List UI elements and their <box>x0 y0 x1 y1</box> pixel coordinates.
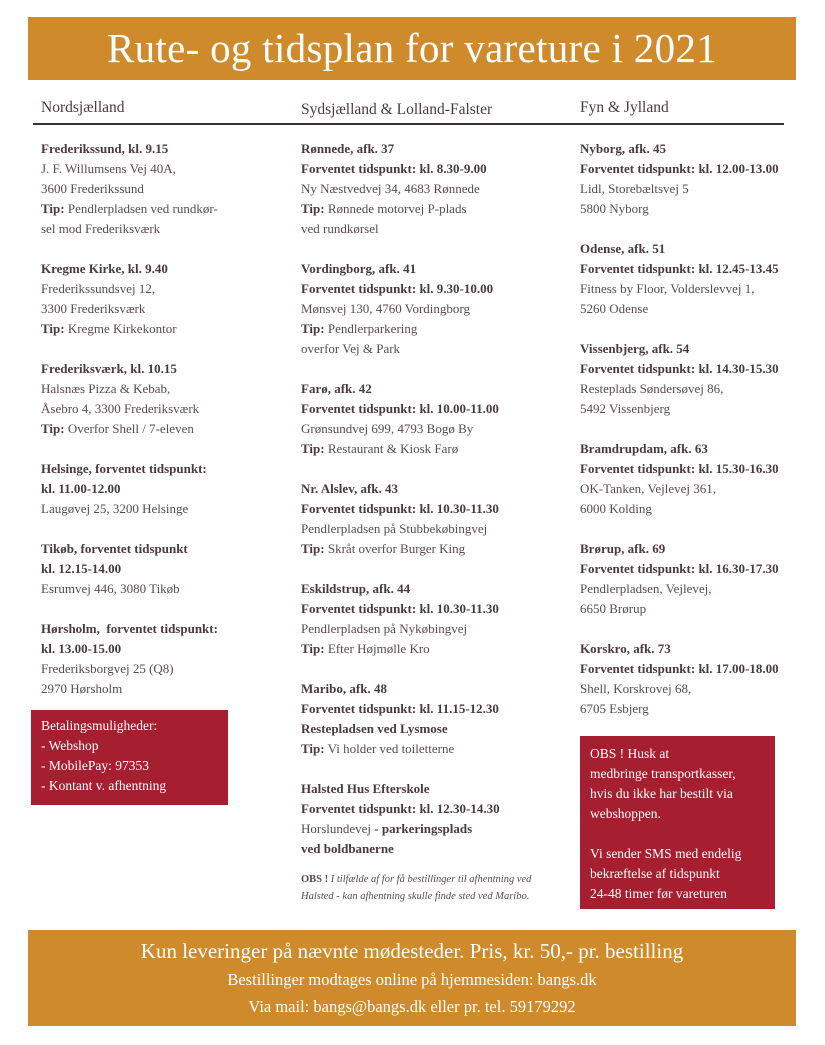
stop-nr-alslev <box>301 479 551 559</box>
stop-tip-cont: ved rundkørsel <box>301 221 379 236</box>
stop-ronnede <box>301 139 551 239</box>
stop-heading: Hørsholm, forventet tidspunkt: <box>41 621 218 636</box>
stop-heading: Brørup, afk. 69 <box>580 541 666 556</box>
column-fyn-jylland <box>580 139 820 739</box>
stop-heading: Rønnede, afk. 37 <box>301 141 395 156</box>
region-heading-sydsjaelland: Sydsjælland & Lolland-Falster <box>301 101 493 118</box>
note-label: OBS ! <box>301 874 329 885</box>
stop-tip <box>41 199 271 219</box>
stop-address: Åsebro 4, 3300 Frederiksværk <box>41 401 200 416</box>
stop-heading: Nyborg, afk. 45 <box>580 141 666 156</box>
paragraph-gap <box>590 824 765 844</box>
tip-label: Tip: <box>301 321 325 336</box>
stop-address: Pendlerpladsen på Stubbekøbingvej <box>301 521 488 536</box>
stop-nyborg <box>580 139 820 219</box>
payment-item-cash: - Kontant v. afhentning <box>41 778 167 793</box>
stop-tip <box>301 539 551 559</box>
stop-tip <box>301 319 551 339</box>
stop-heading: Tikøb, forventet tidspunkt <box>41 541 188 556</box>
stop-address: J. F. Willumsens Vej 40A, <box>41 161 176 176</box>
tip-text: Skråt overfor Burger King <box>327 541 466 556</box>
halsted-note <box>301 871 551 905</box>
note-text: I tilfælde af for få bestillinger til afhentning ved Halsted - kan afhentning skulle finde sted ved Maribo. <box>301 874 532 902</box>
tip-text: Overfor Shell / 7-eleven <box>67 421 194 436</box>
stop-frederikssund <box>41 139 271 239</box>
tip-text: Efter Højmølle Kro <box>327 641 430 656</box>
stop-tip <box>301 439 551 459</box>
footer-banner <box>28 930 796 1026</box>
stop-time: Forventet tidspunkt: kl. 10.30-11.30 <box>301 501 499 516</box>
obs-reminder-box <box>580 736 775 909</box>
stop-time: Forventet tidspunkt: kl. 10.00-11.00 <box>301 401 499 416</box>
stop-time: Forventet tidspunkt: kl. 12.45-13.45 <box>580 261 779 276</box>
stop-address: Resteplads Søndersøvej 86, <box>580 381 724 396</box>
stop-brorup <box>580 539 820 619</box>
stop-vissenbjerg <box>580 339 820 419</box>
stop-horsholm <box>41 619 271 699</box>
stop-maribo <box>301 679 551 759</box>
stop-address: 6650 Brørup <box>580 601 647 616</box>
stop-address: Pendlerpladsen, Vejlevej, <box>580 581 712 596</box>
stop-kregme-kirke <box>41 259 271 339</box>
stop-address: Lidl, Storebæltsvej 5 <box>580 181 689 196</box>
stop-address: 3300 Frederiksværk <box>41 301 146 316</box>
column-nordsjaelland <box>41 139 271 719</box>
stop-heading: Vordingborg, afk. 41 <box>301 261 417 276</box>
header-divider <box>33 123 784 125</box>
stop-heading: Korskro, afk. 73 <box>580 641 671 656</box>
stop-address: Frederiksborgvej 25 (Q8) <box>41 661 174 676</box>
obs-line: medbringe transportkasser, <box>590 766 736 781</box>
stop-heading: Frederikssund, kl. 9.15 <box>41 141 169 156</box>
stop-time: kl. 11.00-12.00 <box>41 481 121 496</box>
stop-address: 2970 Hørsholm <box>41 681 123 696</box>
stop-time: Forventet tidspunkt: kl. 10.30-11.30 <box>301 601 499 616</box>
stop-tip-cont: sel mod Frederiksværk <box>41 221 161 236</box>
stop-address: Grønsundvej 699, 4793 Bogø By <box>301 421 474 436</box>
stop-address: Frederikssundsvej 12, <box>41 281 156 296</box>
stop-location: ved boldbanerne <box>301 841 394 856</box>
title-banner <box>28 17 796 80</box>
stop-heading: Frederiksværk, kl. 10.15 <box>41 361 177 376</box>
region-heading-nordsjaelland: Nordsjælland <box>41 99 125 116</box>
stop-frederiksvaerk <box>41 359 271 439</box>
stop-time: Forventet tidspunkt: kl. 12.30-14.30 <box>301 801 500 816</box>
stop-heading: Bramdrupdam, afk. 63 <box>580 441 708 456</box>
footer-pricing: Kun leveringer på nævnte mødesteder. Pris, kr. 50,- pr. bestilling <box>140 939 684 963</box>
stop-address: 6000 Kolding <box>580 501 652 516</box>
stop-tip <box>301 199 551 219</box>
stop-tip <box>301 739 551 759</box>
obs-line: OBS ! Husk at <box>590 746 670 761</box>
stop-korskro <box>580 639 820 719</box>
tip-label: Tip: <box>41 421 65 436</box>
stop-odense <box>580 239 820 319</box>
address-detail: - parkeringsplads <box>374 821 473 836</box>
tip-text: Rønnede motorvej P-plads <box>327 201 467 216</box>
stop-tip-cont: overfor Vej & Park <box>301 341 401 356</box>
stop-address: OK-Tanken, Vejlevej 361, <box>580 481 717 496</box>
stop-time: Forventet tidspunkt: kl. 15.30-16.30 <box>580 461 779 476</box>
footer-online-orders: Bestillinger modtages online på hjemmesiden: bangs.dk <box>227 970 597 989</box>
stop-tip <box>41 419 271 439</box>
stop-address: 5492 Vissenbjerg <box>580 401 671 416</box>
tip-text: Pendlerpladsen ved rundkør- <box>67 201 218 216</box>
stop-heading: Eskildstrup, afk. 44 <box>301 581 411 596</box>
stop-time: kl. 13.00-15.00 <box>41 641 122 656</box>
obs-line: webshoppen. <box>590 806 661 821</box>
stop-time: Forventet tidspunkt: kl. 9.30-10.00 <box>301 281 494 296</box>
stop-location: Restepladsen ved Lysmose <box>301 721 448 736</box>
stop-heading: Kregme Kirke, kl. 9.40 <box>41 261 168 276</box>
stop-address: Ny Næstvedvej 34, 4683 Rønnede <box>301 181 480 196</box>
payment-title: Betalingsmuligheder: <box>41 718 158 733</box>
stop-heading: Nr. Alslev, afk. 43 <box>301 481 399 496</box>
tip-label: Tip: <box>301 201 325 216</box>
stop-helsinge <box>41 459 271 519</box>
tip-label: Tip: <box>41 321 65 336</box>
tip-label: Tip: <box>41 201 65 216</box>
stop-address: Mønsvej 130, 4760 Vordingborg <box>301 301 471 316</box>
obs-line: hvis du ikke har bestilt via <box>590 786 733 801</box>
stop-address: Pendlerpladsen på Nykøbingvej <box>301 621 468 636</box>
stop-bramdrupdam <box>580 439 820 519</box>
payment-item-webshop: - Webshop <box>41 738 99 753</box>
stop-time: Forventet tidspunkt: kl. 14.30-15.30 <box>580 361 779 376</box>
stop-heading: Odense, afk. 51 <box>580 241 666 256</box>
stop-time: Forventet tidspunkt: kl. 12.00-13.00 <box>580 161 779 176</box>
stop-vordingborg <box>301 259 551 359</box>
tip-label: Tip: <box>301 541 325 556</box>
stop-address: 6705 Esbjerg <box>580 701 649 716</box>
stop-address: Fitness by Floor, Volderslevvej 1, <box>580 281 755 296</box>
sms-line: bekræftelse af tidspunkt <box>590 866 720 881</box>
stop-time: Forventet tidspunkt: kl. 8.30-9.00 <box>301 161 487 176</box>
stop-heading: Farø, afk. 42 <box>301 381 372 396</box>
stop-address: 5260 Odense <box>580 301 649 316</box>
stop-address: Esrumvej 446, 3080 Tikøb <box>41 581 180 596</box>
sms-line: 24-48 timer før vareturen <box>590 886 727 901</box>
region-heading-fyn-jylland: Fyn & Jylland <box>580 99 669 116</box>
tip-label: Tip: <box>301 741 325 756</box>
address-street: Horslundevej <box>301 821 375 836</box>
tip-label: Tip: <box>301 441 325 456</box>
stop-heading: Maribo, afk. 48 <box>301 681 387 696</box>
stop-time: Forventet tidspunkt: kl. 11.15-12.30 <box>301 701 499 716</box>
stop-eskildstrup <box>301 579 551 659</box>
tip-text: Vi holder ved toiletterne <box>327 741 455 756</box>
payment-item-mobilepay: - MobilePay: 97353 <box>41 758 149 773</box>
stop-faro <box>301 379 551 459</box>
stop-address: 5800 Nyborg <box>580 201 649 216</box>
tip-text: Kregme Kirkekontor <box>67 321 177 336</box>
tip-label: Tip: <box>301 641 325 656</box>
stop-tip <box>301 639 551 659</box>
stop-heading: Vissenbjerg, afk. 54 <box>580 341 690 356</box>
stop-halsted <box>301 779 551 859</box>
stop-address: 3600 Frederikssund <box>41 181 144 196</box>
tip-text: Restaurant & Kiosk Farø <box>327 441 459 456</box>
stop-address: Halsnæs Pizza & Kebab, <box>41 381 171 396</box>
stop-heading: Helsinge, forventet tidspunkt: <box>41 461 207 476</box>
stop-time: Forventet tidspunkt: kl. 16.30-17.30 <box>580 561 779 576</box>
page-title: Rute- og tidsplan for vareture i 2021 <box>106 25 717 71</box>
stop-time: Forventet tidspunkt: kl. 17.00-18.00 <box>580 661 779 676</box>
payment-options-box <box>31 710 228 805</box>
stop-heading: Halsted Hus Efterskole <box>301 781 430 796</box>
footer-contact: Via mail: bangs@bangs.dk eller pr. tel. 59179292 <box>248 997 576 1016</box>
stop-tikob <box>41 539 271 599</box>
sms-line: Vi sender SMS med endelig <box>590 846 742 861</box>
tip-text: Pendlerparkering <box>327 321 418 336</box>
column-sydsjaelland <box>301 139 551 905</box>
stop-address: Shell, Korskrovej 68, <box>580 681 692 696</box>
stop-address <box>301 819 551 839</box>
stop-tip <box>41 319 271 339</box>
stop-address: Laugøvej 25, 3200 Helsinge <box>41 501 189 516</box>
stop-time: kl. 12.15-14.00 <box>41 561 122 576</box>
